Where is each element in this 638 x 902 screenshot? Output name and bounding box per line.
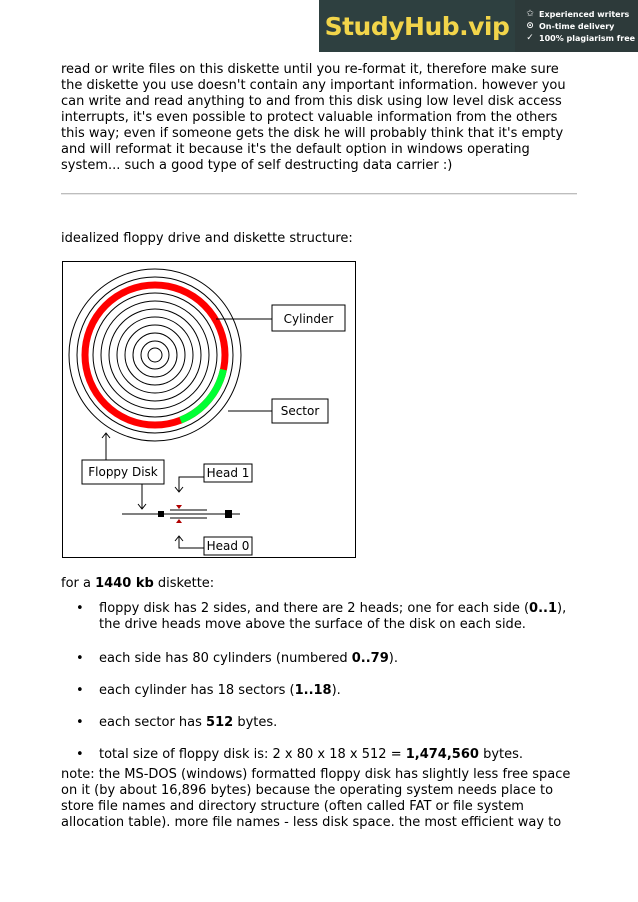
spec-text: each cylinder has 18 sectors ( [99,683,295,698]
studyhub-banner[interactable] [319,0,638,52]
heading-suffix: diskette: [153,576,215,591]
spec-list-item [61,683,581,699]
feature-list [515,0,638,52]
star-icon: ✩ [526,9,534,19]
spec-value: 1..18 [294,683,332,698]
feature-item [525,9,638,19]
cylinder-label: Cylinder [283,312,334,326]
heading-size: 1440 kb [95,576,154,591]
feature-text: Experienced writers [539,9,630,19]
spec-text: bytes. [233,715,278,730]
head1-label: Head 1 [206,466,250,480]
spec-list-item [61,601,581,633]
floppy-diagram [62,261,356,558]
intro-paragraph: read or write files on this diskette until you re-format it, therefore make sure the diskette you use doesn't contain any important information. however you can write and read anything to and from this disk using low level disk access interrupts, it's even possible to protect valuable information from the others this way; even if someone gets the disk he will probably think that it's empty and will reformat it because it's the default option in windows operating system... such a good type of self destructing data carrier :) [61,62,566,173]
spec-list-item [61,715,581,731]
heading-prefix: for a [61,576,96,591]
spec-list-item [61,747,581,763]
spec-value: 0..1 [529,601,557,616]
spindle-right [225,510,232,518]
figure-caption: idealized floppy drive and diskette structure: [61,231,353,246]
spec-text: each sector has [99,715,207,730]
diskette-heading [61,576,581,592]
spec-text: total size of floppy disk is: 2 x 80 x 18 x 512 = [99,747,406,762]
sector-label: Sector [280,404,320,418]
spec-value: 512 [206,715,234,730]
feature-text: 100% plagiarism free [539,33,636,43]
feature-item [525,21,638,31]
spec-value: 1,474,560 [405,747,479,762]
spec-text: ), the drive heads move above the surface of the disk on each side. [99,601,567,632]
spec-value: 0..79 [351,651,389,666]
floppy-disk-label: Floppy Disk [88,465,158,479]
clock-icon: ⊙ [526,21,534,31]
check-icon: ✓ [526,33,534,43]
feature-text: On-time delivery [539,21,615,31]
feature-item [525,33,638,43]
note-paragraph: note: the MS-DOS (windows) formatted floppy disk has slightly less free space on it (by about 16,896 bytes) because the operating system needs place to store file names and directory structure (often called FAT or file system allocation table). more file names - less disk space. the most efficient way to [61,767,571,830]
spec-text: ). [331,683,341,698]
brand-logo[interactable]: StudyHub.vip [319,0,515,52]
spec-list-item [61,651,581,667]
spec-text: floppy disk has 2 sides, and there are 2 heads; one for each side ( [99,601,530,616]
spec-text: ). [388,651,398,666]
horizontal-rule [61,193,577,195]
spindle-left [158,511,164,517]
spec-text: each side has 80 cylinders (numbered [99,651,352,666]
spec-text: bytes. [478,747,524,762]
head0-label: Head 0 [206,539,250,553]
